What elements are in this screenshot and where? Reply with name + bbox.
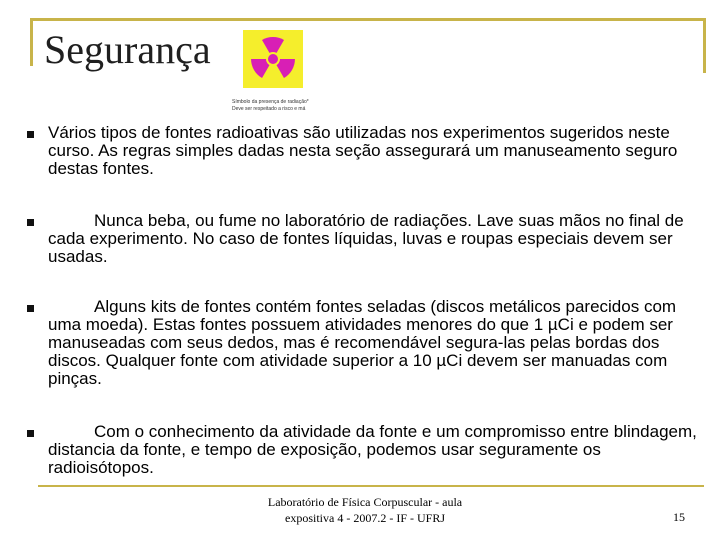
bullet-item-4 <box>48 423 698 477</box>
bullet-marker <box>27 219 34 226</box>
frame-top-line <box>30 18 706 21</box>
bullet-item-3 <box>48 298 698 388</box>
radiation-center <box>268 54 278 64</box>
frame-right-line <box>703 18 706 73</box>
bullet-text-2: Nunca beba, ou fume no laboratório de radiações. Lave suas mãos no final de cada experimento. No caso de fontes líquidas, luvas e roupas especiais devem ser usadas. <box>48 211 684 266</box>
footer-line1: Laboratório de Física Corpuscular - aula <box>267 495 463 509</box>
slide-title: Segurança <box>44 27 211 72</box>
sign-caption-line2: Deve ser respeitado a risco e má <box>232 106 306 112</box>
radiation-warning-icon <box>243 30 303 88</box>
bullet-marker <box>27 430 34 437</box>
bullet-marker <box>27 305 34 312</box>
footer-line2: expositiva 4 - 2007.2 - IF - UFRJ <box>285 511 445 525</box>
frame-left-line <box>30 18 33 66</box>
footer-line <box>38 485 704 487</box>
bullet-item-2 <box>48 212 698 266</box>
sign-caption <box>232 99 332 113</box>
bullet-marker <box>27 131 34 138</box>
bullet-text-1: Vários tipos de fontes radioativas são utilizadas nos experimentos sugeridos neste curso. As regras simples dadas nesta seção assegurará um manuseamento seguro destas fontes. <box>48 123 678 178</box>
bullet-text-4: Com o conhecimento da atividade da fonte e um compromisso entre blindagem, distancia da fonte, e tempo de exposição, podemos usar seguramente os radioisótopos. <box>48 422 697 477</box>
page-number: 15 <box>673 510 685 524</box>
bullet-text-3: Alguns kits de fontes contém fontes seladas (discos metálicos parecidos com uma moeda). Estas fontes possuem atividades menores do que 1 µCi e podem ser manuseadas com seus dedos, mas é recomendável segura-las pelas bordas dos discos. Qualquer fonte com atividade superior a 10 µCi devem ser manuadas com pinças. <box>48 297 677 388</box>
footer-text <box>245 494 485 526</box>
sign-caption-line1: Símbolo da presença de radiação* <box>232 99 309 105</box>
